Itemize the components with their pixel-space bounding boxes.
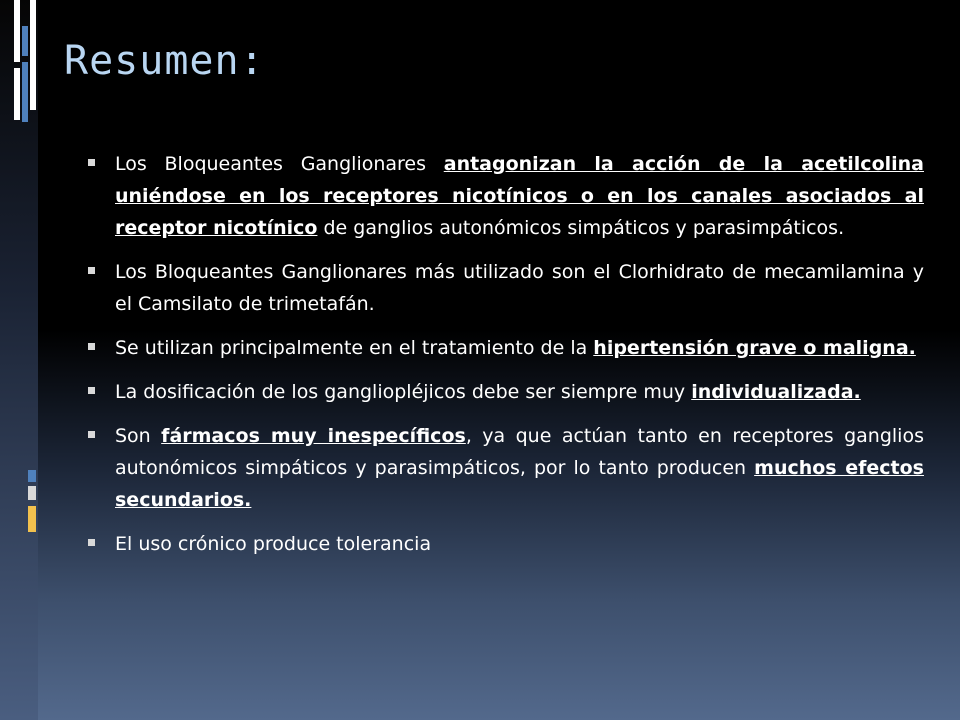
bullet-item: [88, 528, 924, 560]
bullet-text-emphasis: antagonizan la acción de la acetilcolina uniéndose en los receptores nicotínicos o en los canales asociados al receptor nicotínico: [115, 153, 924, 239]
bullet-item: [88, 420, 924, 516]
square-bullet-icon: [88, 387, 95, 394]
bullet-text: de ganglios autonómicos simpáticos y parasimpáticos.: [317, 217, 845, 239]
decor-bar: [28, 486, 36, 500]
square-bullet-icon: [88, 539, 95, 546]
bullet-text-emphasis: fármacos muy inespecíficos: [161, 425, 466, 447]
slide-title: Resumen:: [64, 38, 265, 84]
bullet-text: Los Bloqueantes Ganglionares: [115, 153, 444, 175]
bullet-text-emphasis: individualizada.: [691, 381, 861, 403]
square-bullet-icon: [88, 267, 95, 274]
decor-bar: [30, 0, 36, 110]
bullet-item: [88, 256, 924, 320]
square-bullet-icon: [88, 159, 95, 166]
bullet-item: [88, 376, 924, 408]
bullet-text: El uso crónico produce tolerancia: [115, 533, 432, 555]
decor-bar: [22, 26, 28, 56]
bullet-list: [88, 148, 924, 572]
bullet-item: [88, 332, 924, 364]
decor-bar: [14, 68, 20, 120]
decor-bar: [28, 506, 36, 532]
bullet-text: La dosificación de los gangliopléjicos debe ser siempre muy: [115, 381, 692, 403]
bullet-text: , ya que actúan tanto en receptores ganglios autonómicos simpáticos y parasimpáticos, por lo tanto producen: [115, 425, 924, 479]
bullet-text: Los Bloqueantes Ganglionares más utilizado son el Clorhidrato de mecamilamina y el Camsilato de trimetafán.: [115, 261, 924, 315]
bullet-text: Se utilizan principalmente en el tratamiento de la: [115, 337, 594, 359]
square-bullet-icon: [88, 343, 95, 350]
decor-bar: [28, 470, 36, 482]
bullet-text-emphasis: muchos efectos secundarios.: [115, 457, 924, 511]
decor-bar: [14, 0, 20, 62]
bullet-item: [88, 148, 924, 244]
bullet-text-emphasis: hipertensión grave o maligna.: [593, 337, 916, 359]
square-bullet-icon: [88, 431, 95, 438]
decor-bar: [22, 62, 28, 122]
bullet-text: Son: [115, 425, 162, 447]
